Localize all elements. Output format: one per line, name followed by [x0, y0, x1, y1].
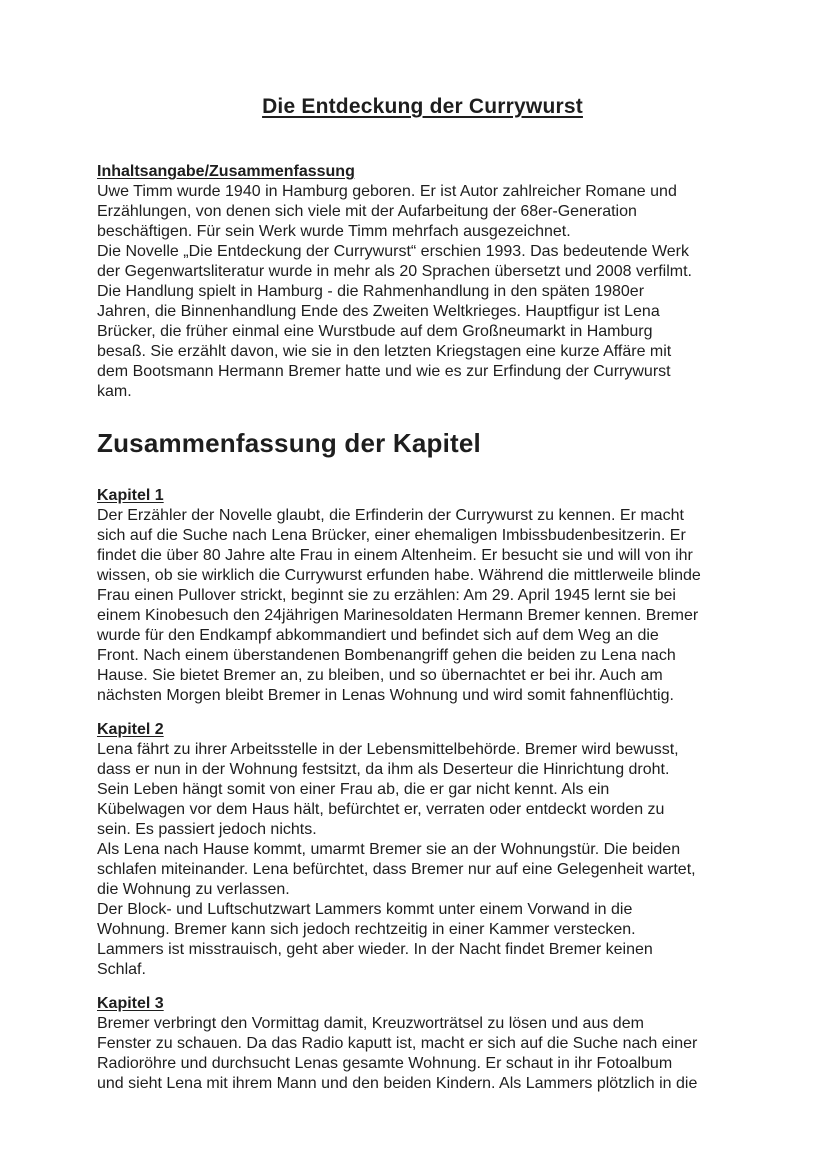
text-line: sein. Es passiert jedoch nichts.	[97, 821, 317, 838]
text-line: Die Novelle „Die Entdeckung der Currywurst“ erschien 1993. Das bedeutende Werk	[97, 243, 689, 260]
text-line: besaß. Sie erzählt davon, wie sie in den letzten Kriegstagen eine kurze Affäre mit	[97, 343, 672, 360]
text-line: Uwe Timm wurde 1940 in Hamburg geboren. Er ist Autor zahlreicher Romane und	[97, 183, 677, 200]
text-line: Sein Leben hängt somit von einer Frau ab, die er gar nicht kennt. Als ein	[97, 781, 610, 798]
document-title: Die Entdeckung der Currywurst	[262, 95, 583, 118]
section-kapitel-3	[97, 994, 748, 1094]
text-line: Der Erzähler der Novelle glaubt, die Erfinderin der Currywurst zu kennen. Er macht	[97, 507, 684, 524]
text-line: Bremer verbringt den Vormittag damit, Kreuzworträtsel zu lösen und aus dem	[97, 1015, 644, 1032]
text-line: Hause. Sie bietet Bremer an, zu bleiben, und so übernachtet er bei ihr. Auch am	[97, 667, 663, 684]
section-kapitel-1	[97, 486, 748, 706]
text-line: Als Lena nach Hause kommt, umarmt Bremer sie an der Wohnungstür. Die beiden	[97, 841, 681, 858]
text-line: Radioröhre und durchsucht Lenas gesamte Wohnung. Er schaut in ihr Fotoalbum	[97, 1055, 673, 1072]
text-line: dem Bootsmann Hermann Bremer hatte und wie es zur Erfindung der Currywurst	[97, 363, 671, 380]
section-heading-inhaltsangabe: Inhaltsangabe/Zusammenfassung	[97, 163, 355, 180]
text-line: schlafen miteinander. Lena befürchtet, dass Bremer nur auf eine Gelegenheit wartet,	[97, 861, 696, 878]
text-line: Fenster zu schauen. Da das Radio kaputt ist, macht er sich auf die Suche nach einer	[97, 1035, 698, 1052]
text-line: und sieht Lena mit ihrem Mann und den beiden Kindern. Als Lammers plötzlich in die	[97, 1075, 698, 1092]
text-line: der Gegenwartsliteratur wurde in mehr als 20 Sprachen übersetzt und 2008 verfilmt.	[97, 263, 692, 280]
text-line: Der Block- und Luftschutzwart Lammers kommt unter einem Vorwand in die	[97, 901, 633, 918]
text-line: Brücker, die früher einmal eine Wurstbude auf dem Großneumarkt in Hamburg	[97, 323, 653, 340]
text-line: Lena fährt zu ihrer Arbeitsstelle in der Lebensmittelbehörde. Bremer wird bewusst,	[97, 741, 679, 758]
text-line: Front. Nach einem überstandenen Bombenangriff gehen die beiden zu Lena nach	[97, 647, 676, 664]
text-line: einem Kinobesuch den 24jährigen Marinesoldaten Hermann Bremer kennen. Bremer	[97, 607, 699, 624]
text-line: sich auf die Suche nach Lena Brücker, einer ehemaligen Imbissbudenbesitzerin. Er	[97, 527, 686, 544]
text-line: Frau einen Pullover strickt, beginnt sie zu erzählen: Am 29. April 1945 lernt sie bei	[97, 587, 676, 604]
text-line: Kübelwagen vor dem Haus hält, befürchtet er, verraten oder entdeckt worden zu	[97, 801, 665, 818]
section-heading-kapitel-1: Kapitel 1	[97, 487, 164, 504]
text-line: findet die über 80 Jahre alte Frau in einem Altenheim. Er besucht sie und will von ihr	[97, 547, 693, 564]
text-line: Die Handlung spielt in Hamburg - die Rahmenhandlung in den späten 1980er	[97, 283, 645, 300]
text-line: Erzählungen, von denen sich viele mit der Aufarbeitung der 68er-Generation	[97, 203, 637, 220]
text-line: wurde für den Endkampf abkommandiert und befindet sich auf dem Weg an die	[97, 627, 659, 644]
text-line: Schlaf.	[97, 961, 146, 978]
section-body-kapitel-3	[97, 1014, 748, 1094]
chapter-summary-title: Zusammenfassung der Kapitel	[97, 428, 481, 458]
text-line: wissen, ob sie wirklich die Currywurst erfunden habe. Während die mittlerweile blinde	[97, 567, 701, 584]
text-line: Jahren, die Binnenhandlung Ende des Zweiten Weltkrieges. Hauptfigur ist Lena	[97, 303, 660, 320]
section-kapitel-2	[97, 720, 748, 980]
section-inhaltsangabe	[97, 162, 748, 402]
text-line: Lammers ist misstrauisch, geht aber wieder. In der Nacht findet Bremer keinen	[97, 941, 653, 958]
section-body-kapitel-1	[97, 506, 748, 706]
text-line: die Wohnung zu verlassen.	[97, 881, 290, 898]
section-heading-kapitel-2: Kapitel 2	[97, 721, 164, 738]
section-body-inhaltsangabe	[97, 182, 748, 402]
text-line: Wohnung. Bremer kann sich jedoch rechtzeitig in einer Kammer verstecken.	[97, 921, 636, 938]
text-line: nächsten Morgen bleibt Bremer in Lenas Wohnung und wird somit fahnenflüchtig.	[97, 687, 674, 704]
text-line: beschäftigen. Für sein Werk wurde Timm mehrfach ausgezeichnet.	[97, 223, 571, 240]
text-line: dass er nun in der Wohnung festsitzt, da ihm als Deserteur die Hinrichtung droht.	[97, 761, 670, 778]
section-heading-kapitel-3: Kapitel 3	[97, 995, 164, 1012]
text-line: kam.	[97, 383, 132, 400]
section-body-kapitel-2	[97, 740, 748, 980]
